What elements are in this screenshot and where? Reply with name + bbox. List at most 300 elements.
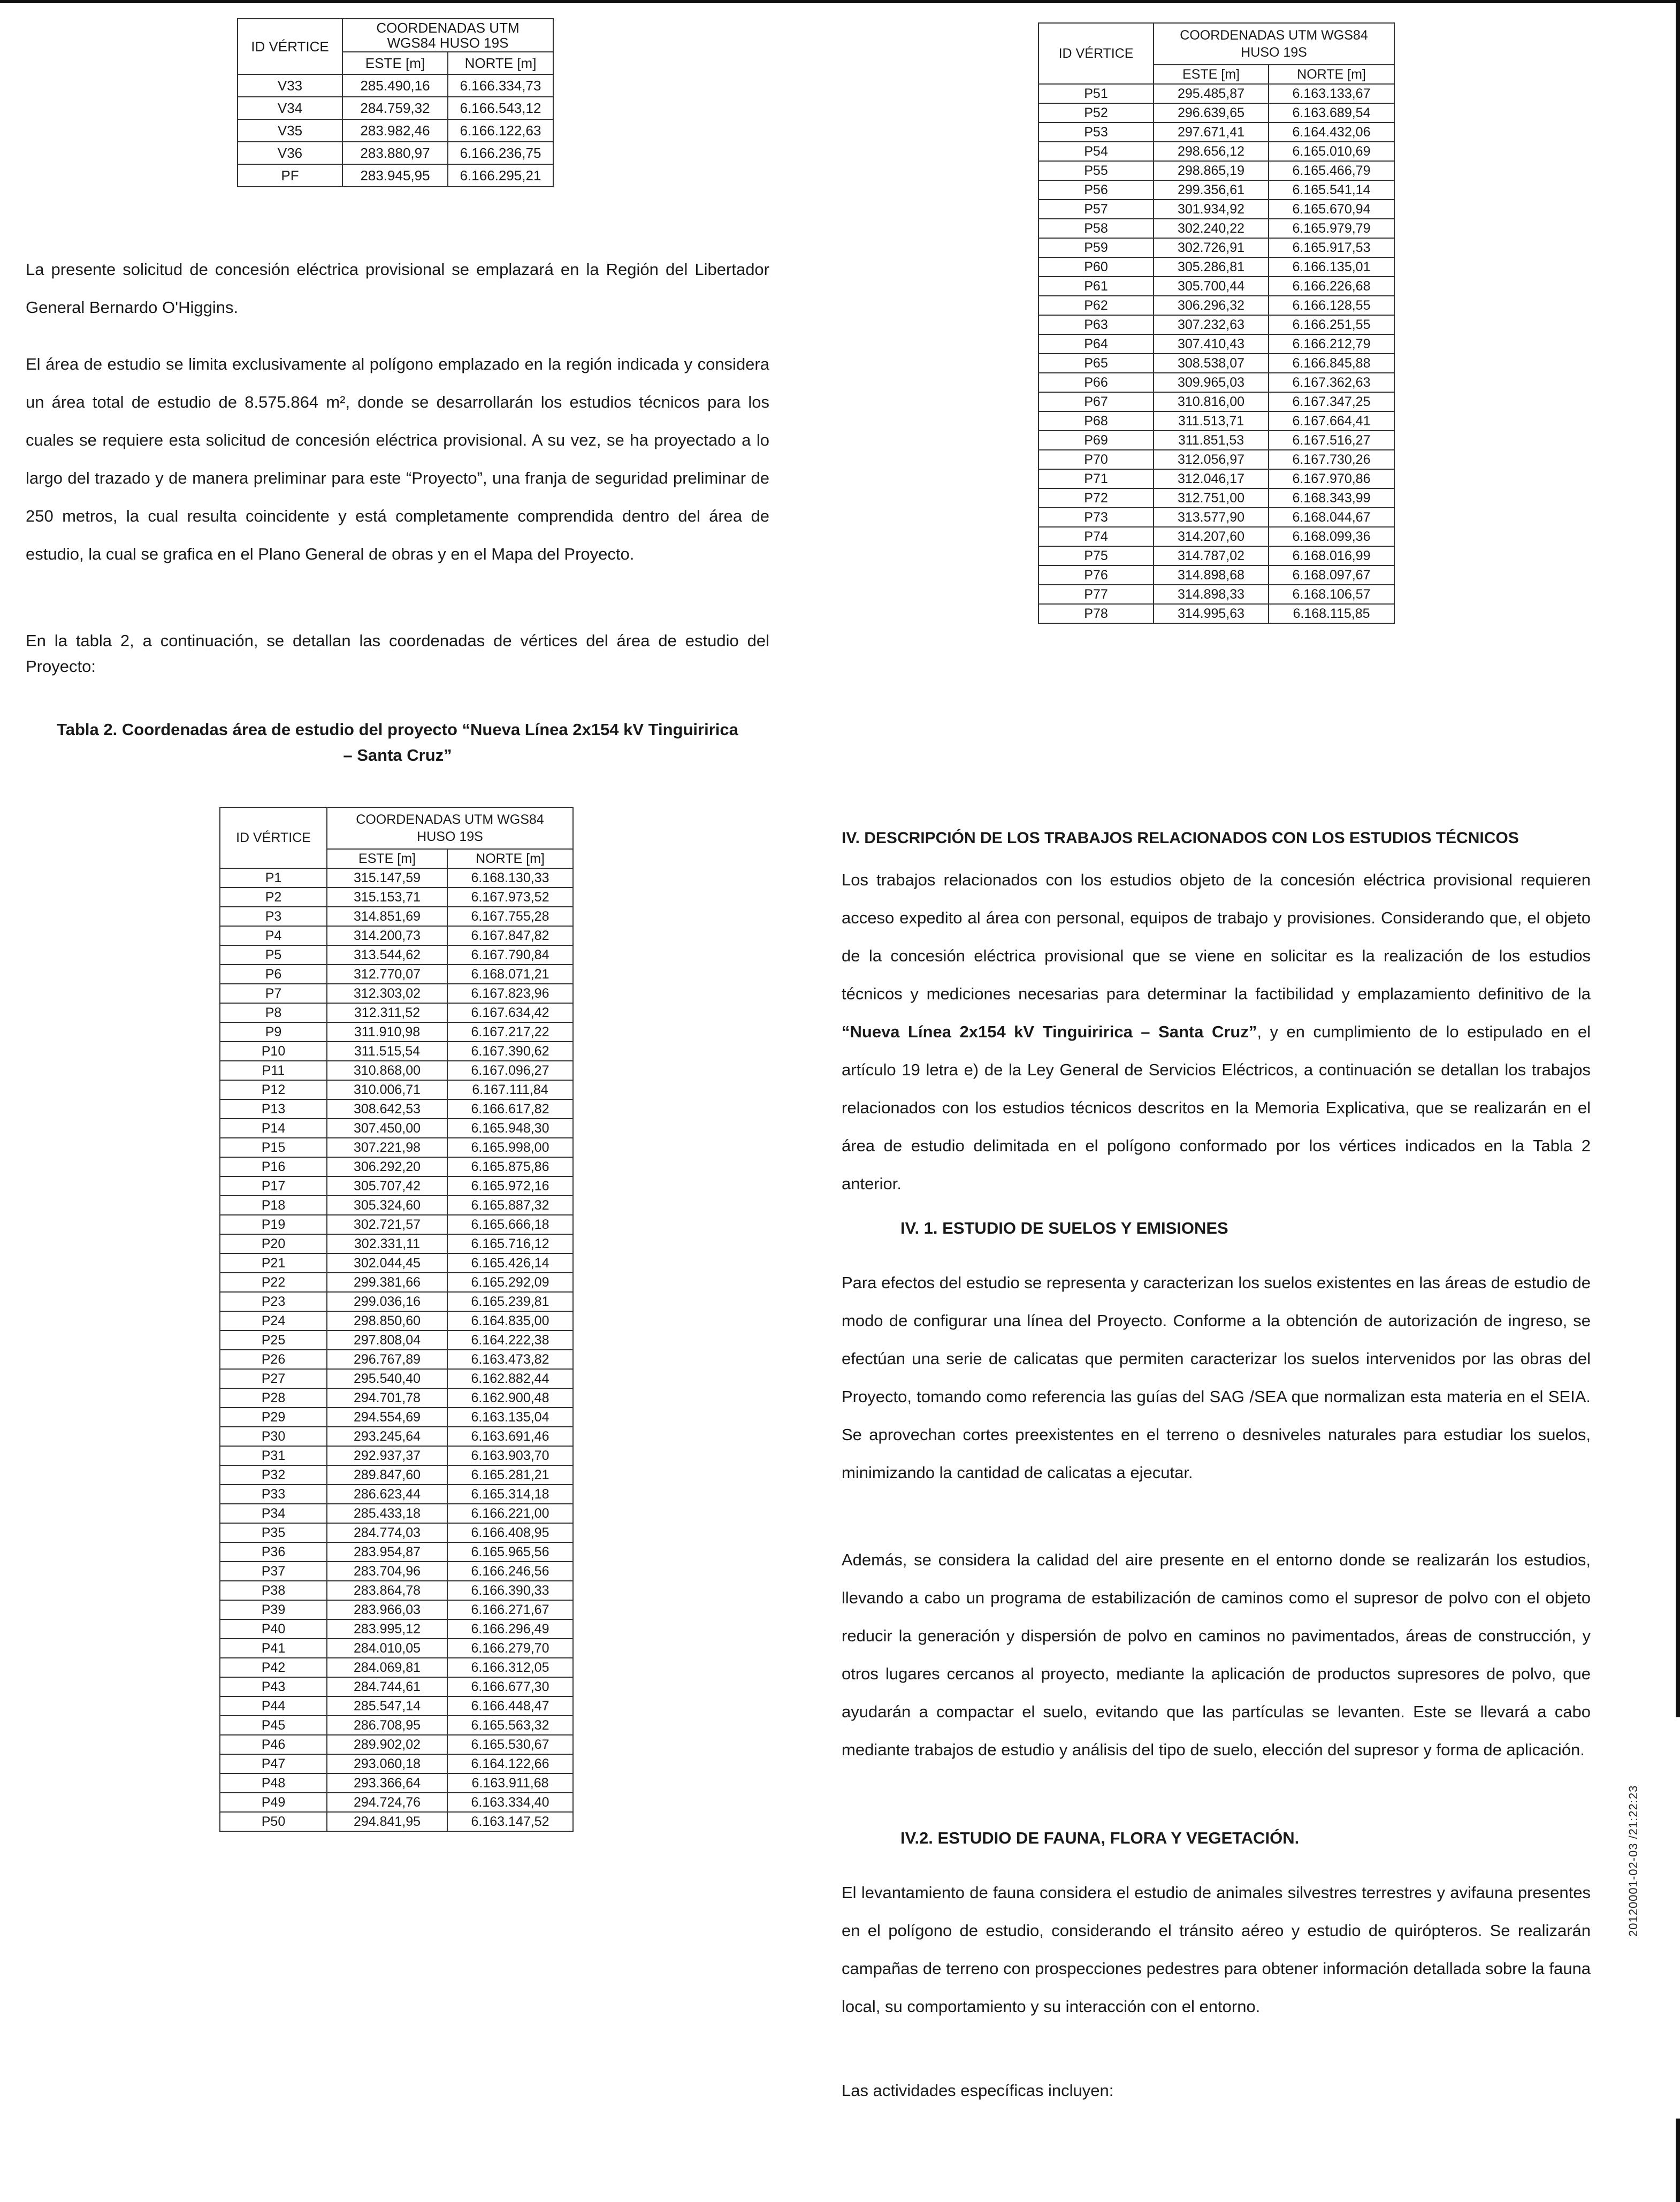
table-row [238,164,553,187]
norte-cell: 6.166.617,82 [447,1099,573,1119]
este-cell: 305.700,44 [1154,277,1269,296]
norte-cell: 6.165.875,86 [447,1157,573,1176]
este-cell: 283.704,96 [327,1562,447,1581]
este-cell: 295.485,87 [1154,84,1269,103]
norte-cell: 6.165.239,81 [447,1292,573,1311]
table-row [220,1003,573,1022]
table-row [220,1581,573,1600]
este-cell: 312.303,02 [327,984,447,1003]
vertex-id-cell: P36 [220,1542,327,1562]
norte-cell: 6.168.115,85 [1269,604,1394,623]
vertex-id-cell: P69 [1038,431,1154,450]
table-row [220,1215,573,1234]
norte-cell: 6.165.530,67 [447,1735,573,1754]
este-cell: 314.851,69 [327,907,447,926]
norte-cell: 6.167.790,84 [447,945,573,965]
norte-cell: 6.165.010,69 [1269,142,1394,161]
norte-cell: 6.165.426,14 [447,1253,573,1273]
este-cell: 302.044,45 [327,1253,447,1273]
este-cell: 315.153,71 [327,888,447,907]
table-row [1038,546,1394,565]
table-caption [26,717,769,768]
vertex-id-cell: P25 [220,1331,327,1350]
este-cell: 283.995,12 [327,1619,447,1639]
table-row [1038,565,1394,585]
vertex-id-cell: V36 [238,142,342,164]
table-row [220,1234,573,1253]
coordinates-header [1154,23,1394,65]
este-cell: 302.726,91 [1154,238,1269,257]
este-cell: 314.787,02 [1154,546,1269,565]
este-cell: 312.046,17 [1154,469,1269,488]
vertex-id-cell: P45 [220,1716,327,1735]
table-row [220,1408,573,1427]
table-row [220,1388,573,1408]
este-cell: 284.069,81 [327,1658,447,1677]
vertex-id-cell: P51 [1038,84,1154,103]
table-row [220,1042,573,1061]
vertex-id-cell: P53 [1038,123,1154,142]
coordinates-header-line1: COORDENADAS UTM WGS84 [356,812,544,827]
vertex-id-cell: P30 [220,1427,327,1446]
este-cell: 309.965,03 [1154,373,1269,392]
norte-cell: 6.166.246,56 [447,1562,573,1581]
este-cell: 301.934,92 [1154,200,1269,219]
table-caption-line1: Tabla 2. Coordenadas área de estudio del proyecto “Nueva Línea 2x154 kV Tinguiririca [57,720,738,739]
este-cell: 286.623,44 [327,1485,447,1504]
id-vertex-header: ID VÉRTICE [1038,23,1154,84]
norte-cell: 6.164.222,38 [447,1331,573,1350]
vertex-id-cell: P46 [220,1735,327,1754]
este-cell: 292.937,37 [327,1446,447,1465]
activities-paragraph: Las actividades específicas incluyen: [842,2081,1114,2100]
norte-cell: 6.166.296,49 [447,1619,573,1639]
vertex-id-cell: P59 [1038,238,1154,257]
norte-header: NORTE [m] [1269,65,1394,84]
norte-cell: 6.164.835,00 [447,1311,573,1331]
este-header: ESTE [m] [1154,65,1269,84]
este-cell: 294.724,76 [327,1793,447,1812]
section-iv1-heading: IV. 1. ESTUDIO DE SUELOS Y EMISIONES [900,1219,1228,1237]
norte-cell: 6.166.236,75 [448,142,553,164]
este-cell: 289.902,02 [327,1735,447,1754]
este-cell: 312.056,97 [1154,450,1269,469]
este-cell: 314.995,63 [1154,604,1269,623]
norte-cell: 6.165.666,18 [447,1215,573,1234]
coordinates-table-2 [219,807,574,1832]
este-cell: 307.450,00 [327,1119,447,1138]
norte-cell: 6.166.677,30 [447,1677,573,1696]
este-cell: 283.982,46 [342,119,448,142]
table-row [238,97,553,119]
table-row [1038,585,1394,604]
este-cell: 310.868,00 [327,1061,447,1080]
table-row [220,1061,573,1080]
table-row [220,1735,573,1754]
norte-cell: 6.166.135,01 [1269,257,1394,277]
norte-cell: 6.167.847,82 [447,926,573,945]
id-vertex-header: ID VÉRTICE [238,19,342,74]
norte-cell: 6.163.334,40 [447,1793,573,1812]
este-cell: 293.366,64 [327,1773,447,1793]
norte-cell: 6.162.900,48 [447,1388,573,1408]
vertex-id-cell: P64 [1038,334,1154,354]
vertex-id-cell: P24 [220,1311,327,1331]
vertex-id-cell: P78 [1038,604,1154,623]
este-cell: 314.898,33 [1154,585,1269,604]
este-cell: 297.671,41 [1154,123,1269,142]
este-cell: 298.850,60 [327,1311,447,1331]
vertex-id-cell: P37 [220,1562,327,1581]
table-row [220,1292,573,1311]
norte-cell: 6.163.147,52 [447,1812,573,1831]
table-row [220,1696,573,1716]
vertex-id-cell: P35 [220,1523,327,1542]
este-cell: 285.547,14 [327,1696,447,1716]
vertex-id-cell: P28 [220,1388,327,1408]
norte-cell: 6.163.691,46 [447,1427,573,1446]
vertex-id-cell: P17 [220,1176,327,1196]
table-row [220,1542,573,1562]
table-row [1038,334,1394,354]
vertex-id-cell: P50 [220,1812,327,1831]
id-vertex-header: ID VÉRTICE [220,807,327,868]
table-row [220,1157,573,1176]
norte-cell: 6.168.343,99 [1269,488,1394,508]
coordinates-header-line1: COORDENADAS UTM [376,20,520,36]
este-cell: 314.200,73 [327,926,447,945]
vertex-id-cell: P21 [220,1253,327,1273]
table-row [238,74,553,97]
table-row [220,1196,573,1215]
section-iv-heading: IV. DESCRIPCIÓN DE LOS TRABAJOS RELACIONADOS CON LOS ESTUDIOS TÉCNICOS [842,829,1519,847]
este-cell: 284.744,61 [327,1677,447,1696]
vertex-id-cell: P9 [220,1022,327,1042]
norte-cell: 6.166.251,55 [1269,315,1394,334]
norte-cell: 6.165.887,32 [447,1196,573,1215]
table-row [220,1119,573,1138]
este-cell: 294.554,69 [327,1408,447,1427]
vertex-id-cell: P5 [220,945,327,965]
este-cell: 311.513,71 [1154,411,1269,431]
coordinates-header [342,19,553,52]
table-row [220,1793,573,1812]
norte-cell: 6.168.016,99 [1269,546,1394,565]
vertex-id-cell: P26 [220,1350,327,1369]
air-quality-paragraph: Además, se considera la calidad del aire presente en el entorno donde se realizarán los estudios, llevando a cabo un programa de estabilización de caminos como el supresor de polvo con el objeto reducir la generación y dispersión de polvo en caminos no pavimentados, áreas de construcción, y otros lugares cercanos al proyecto, mediante la aplicación de productos supresores de polvo, que ayudarán a compactar el suelo, evitando que las partículas se levanten. Este se llevará a cabo mediante trabajos de estudio y análisis del tipo de suelo, elección del supresor y forma de aplicación. [842,1550,1591,1759]
vertex-id-cell: P54 [1038,142,1154,161]
norte-cell: 6.168.106,57 [1269,585,1394,604]
table-row [220,1446,573,1465]
table-row [220,1619,573,1639]
vertex-id-cell: P19 [220,1215,327,1234]
vertex-id-cell: P75 [1038,546,1154,565]
este-cell: 306.292,20 [327,1157,447,1176]
este-cell: 312.311,52 [327,1003,447,1022]
este-cell: 305.707,42 [327,1176,447,1196]
vertex-id-cell: P18 [220,1196,327,1215]
vertex-id-cell: P48 [220,1773,327,1793]
este-cell: 293.060,18 [327,1754,447,1773]
table-row [1038,296,1394,315]
norte-cell: 6.163.911,68 [447,1773,573,1793]
vertex-id-cell: P74 [1038,527,1154,546]
vertex-id-cell: P38 [220,1581,327,1600]
vertex-id-cell: P71 [1038,469,1154,488]
vertex-id-cell: P3 [220,907,327,926]
table-row [1038,103,1394,123]
norte-cell: 6.166.543,12 [448,97,553,119]
table-row [1038,84,1394,103]
table-row [220,1773,573,1793]
table-row [220,1562,573,1581]
table-row [220,1350,573,1369]
vertex-id-cell: P22 [220,1273,327,1292]
table-row [1038,411,1394,431]
soils-paragraph: Para efectos del estudio se representa y caracterizan los suelos existentes en las áreas de estudio de modo de configurar una línea del Proyecto. Conforme a la obtención de autorización de ingreso, se efectúan una serie de calicatas que permiten caracterizar los suelos intervenidos por las obras del Proyecto, tomando como referencia las guías del SAG /SEA que normalizan esta materia en el SEIA. Se aprovechan cortes preexistentes en el terreno o desniveles naturales para estudiar los suelos, minimizando la cantidad de calicatas a ejecutar. [842,1273,1591,1482]
vertex-id-cell: P76 [1038,565,1154,585]
vertex-id-cell: P44 [220,1696,327,1716]
norte-cell: 6.166.448,47 [447,1696,573,1716]
table-row [1038,488,1394,508]
table-row [220,1812,573,1831]
este-cell: 310.006,71 [327,1080,447,1099]
vertex-id-cell: P49 [220,1793,327,1812]
este-cell: 289.847,60 [327,1465,447,1485]
vertex-id-cell: P52 [1038,103,1154,123]
este-cell: 302.240,22 [1154,219,1269,238]
este-cell: 312.770,07 [327,965,447,984]
table-row [1038,450,1394,469]
norte-cell: 6.167.973,52 [447,888,573,907]
norte-cell: 6.165.979,79 [1269,219,1394,238]
coordinates-header-line2: HUSO 19S [417,829,483,844]
document-stamp: 20120001-02-03 /21:22:23 [1626,1785,1640,1937]
este-cell: 299.381,66 [327,1273,447,1292]
table-row [220,1754,573,1773]
vertex-id-cell: P20 [220,1234,327,1253]
vertex-id-cell: P63 [1038,315,1154,334]
este-cell: 285.433,18 [327,1504,447,1523]
table-row [220,1099,573,1119]
norte-header: NORTE [m] [448,52,553,74]
vertex-id-cell: P8 [220,1003,327,1022]
table-row [1038,354,1394,373]
norte-cell: 6.167.755,28 [447,907,573,926]
este-cell: 305.324,60 [327,1196,447,1215]
vertex-id-cell: P27 [220,1369,327,1388]
vertex-id-cell: P29 [220,1408,327,1427]
este-cell: 302.721,57 [327,1215,447,1234]
norte-cell: 6.167.516,27 [1269,431,1394,450]
norte-cell: 6.164.122,66 [447,1754,573,1773]
norte-cell: 6.168.099,36 [1269,527,1394,546]
table-row [1038,161,1394,180]
norte-cell: 6.165.563,32 [447,1716,573,1735]
norte-cell: 6.167.217,22 [447,1022,573,1042]
table-row [1038,219,1394,238]
norte-cell: 6.165.292,09 [447,1273,573,1292]
norte-cell: 6.165.716,12 [447,1234,573,1253]
este-cell: 283.880,97 [342,142,448,164]
vertex-id-cell: P16 [220,1157,327,1176]
norte-cell: 6.166.122,63 [448,119,553,142]
norte-cell: 6.165.541,14 [1269,180,1394,200]
norte-cell: 6.166.221,00 [447,1504,573,1523]
norte-cell: 6.165.466,79 [1269,161,1394,180]
fauna-paragraph: El levantamiento de fauna considera el estudio de animales silvestres terrestres y avifauna presentes en el polígono de estudio, considerando el tránsito aéreo y estudio de quirópteros. Se realizarán campañas de terreno con prospecciones pedestres para obtener información detallada sobre la fauna local, su comportamiento y su interacción con el entorno. [842,1883,1591,2016]
vertex-id-cell: P77 [1038,585,1154,604]
este-cell: 305.286,81 [1154,257,1269,277]
este-cell: 283.945,95 [342,164,448,187]
este-cell: 297.808,04 [327,1331,447,1350]
este-cell: 299.356,61 [1154,180,1269,200]
page-right-border [1676,0,1680,1717]
table-row [1038,315,1394,334]
vertex-id-cell: P62 [1038,296,1154,315]
vertex-id-cell: P4 [220,926,327,945]
este-cell: 293.245,64 [327,1427,447,1446]
project-name-bold: “Nueva Línea 2x154 kV Tinguiririca – Santa Cruz” [842,1022,1257,1041]
vertex-id-cell: P61 [1038,277,1154,296]
coordinates-table-2-continued [1038,22,1395,624]
table-row [1038,373,1394,392]
table-row [220,1369,573,1388]
este-cell: 311.910,98 [327,1022,447,1042]
norte-cell: 6.165.972,16 [447,1176,573,1196]
vertex-id-cell: P23 [220,1292,327,1311]
table-row [220,1253,573,1273]
vertex-id-cell: P11 [220,1061,327,1080]
norte-cell: 6.166.390,33 [447,1581,573,1600]
norte-cell: 6.167.634,42 [447,1003,573,1022]
table-row [238,142,553,164]
este-cell: 313.544,62 [327,945,447,965]
table-row [220,1658,573,1677]
table-row [220,907,573,926]
vertex-id-cell: P72 [1038,488,1154,508]
este-cell: 310.816,00 [1154,392,1269,411]
este-cell: 283.864,78 [327,1581,447,1600]
vertex-id-cell: P57 [1038,200,1154,219]
vertex-id-cell: P7 [220,984,327,1003]
vertex-id-cell: P33 [220,1485,327,1504]
vertex-id-cell: P68 [1038,411,1154,431]
vertex-id-cell: P67 [1038,392,1154,411]
este-cell: 284.759,32 [342,97,448,119]
coordinates-header-line2: HUSO 19S [1241,45,1307,60]
norte-cell: 6.165.670,94 [1269,200,1394,219]
norte-cell: 6.166.212,79 [1269,334,1394,354]
este-cell: 296.639,65 [1154,103,1269,123]
norte-cell: 6.166.128,55 [1269,296,1394,315]
norte-cell: 6.166.271,67 [447,1600,573,1619]
vertex-id-cell: P60 [1038,257,1154,277]
este-cell: 314.898,68 [1154,565,1269,585]
norte-cell: 6.165.917,53 [1269,238,1394,257]
vertex-id-cell: P34 [220,1504,327,1523]
norte-cell: 6.167.664,41 [1269,411,1394,431]
norte-cell: 6.163.135,04 [447,1408,573,1427]
table-row [220,1080,573,1099]
table-row [220,1138,573,1157]
vertex-id-cell: V35 [238,119,342,142]
table-row [220,945,573,965]
norte-cell: 6.165.965,56 [447,1542,573,1562]
norte-cell: 6.165.998,00 [447,1138,573,1157]
vertex-id-cell: V33 [238,74,342,97]
vertex-id-cell: P66 [1038,373,1154,392]
table-row [238,119,553,142]
section-iv2-heading: IV.2. ESTUDIO DE FAUNA, FLORA Y VEGETACIÓN. [900,1829,1300,1847]
este-cell: 294.701,78 [327,1388,447,1408]
este-cell: 283.954,87 [327,1542,447,1562]
norte-cell: 6.167.111,84 [447,1080,573,1099]
vertex-id-cell: P40 [220,1619,327,1639]
vertex-id-cell: P1 [220,868,327,888]
vertex-id-cell: V34 [238,97,342,119]
study-area-paragraph: El área de estudio se limita exclusivamente al polígono emplazado en la región indicada y considera un área total de estudio de 8.575.864 m², donde se desarrollarán los estudios técnicos para los cuales se requiere esta solicitud de concesión eléctrica provisional. A su vez, se ha proyectado a lo largo del trazado y de manera preliminar para este “Proyecto”, una franja de seguridad preliminar de 250 metros, la cual resulta coincidente y está completamente comprendida dentro del área de estudio, la cual se grafica en el Plano General de obras y en el Mapa del Proyecto. [26,355,769,563]
table-row [220,1176,573,1196]
table-row [220,1311,573,1331]
norte-cell: 6.164.432,06 [1269,123,1394,142]
norte-cell: 6.165.281,21 [447,1465,573,1485]
vertex-id-cell: P31 [220,1446,327,1465]
table-row [220,984,573,1003]
page-right-border-lower [1676,2119,1680,2202]
este-cell: 284.774,03 [327,1523,447,1542]
este-cell: 284.010,05 [327,1639,447,1658]
vertex-id-cell: P6 [220,965,327,984]
table-row [220,926,573,945]
este-cell: 302.331,11 [327,1234,447,1253]
vertex-id-cell: P58 [1038,219,1154,238]
norte-cell: 6.166.295,21 [448,164,553,187]
norte-cell: 6.167.970,86 [1269,469,1394,488]
norte-cell: 6.166.334,73 [448,74,553,97]
norte-cell: 6.163.133,67 [1269,84,1394,103]
norte-cell: 6.167.096,27 [447,1061,573,1080]
page-top-border [0,0,1680,3]
norte-cell: 6.167.823,96 [447,984,573,1003]
vertex-id-cell: P47 [220,1754,327,1773]
table-caption-line2: – Santa Cruz” [343,746,452,764]
table-row [1038,200,1394,219]
este-cell: 299.036,16 [327,1292,447,1311]
norte-cell: 6.167.347,25 [1269,392,1394,411]
este-cell: 286.708,95 [327,1716,447,1735]
table-row [1038,238,1394,257]
vertex-id-cell: P73 [1038,508,1154,527]
table-row [220,965,573,984]
este-header: ESTE [m] [327,849,447,868]
coordinates-header-line1: COORDENADAS UTM WGS84 [1180,28,1368,43]
este-cell: 295.540,40 [327,1369,447,1388]
coordinates-header-line2: WGS84 HUSO 19S [387,35,509,51]
table-row [220,1427,573,1446]
section-iv-paragraph [842,861,1591,1203]
norte-cell: 6.166.408,95 [447,1523,573,1542]
vertex-id-cell: P12 [220,1080,327,1099]
vertex-id-cell: P10 [220,1042,327,1061]
vertex-id-cell: P14 [220,1119,327,1138]
norte-cell: 6.162.882,44 [447,1369,573,1388]
norte-cell: 6.168.071,21 [447,965,573,984]
norte-cell: 6.165.948,30 [447,1119,573,1138]
table-row [220,868,573,888]
table-row [1038,123,1394,142]
este-cell: 308.538,07 [1154,354,1269,373]
